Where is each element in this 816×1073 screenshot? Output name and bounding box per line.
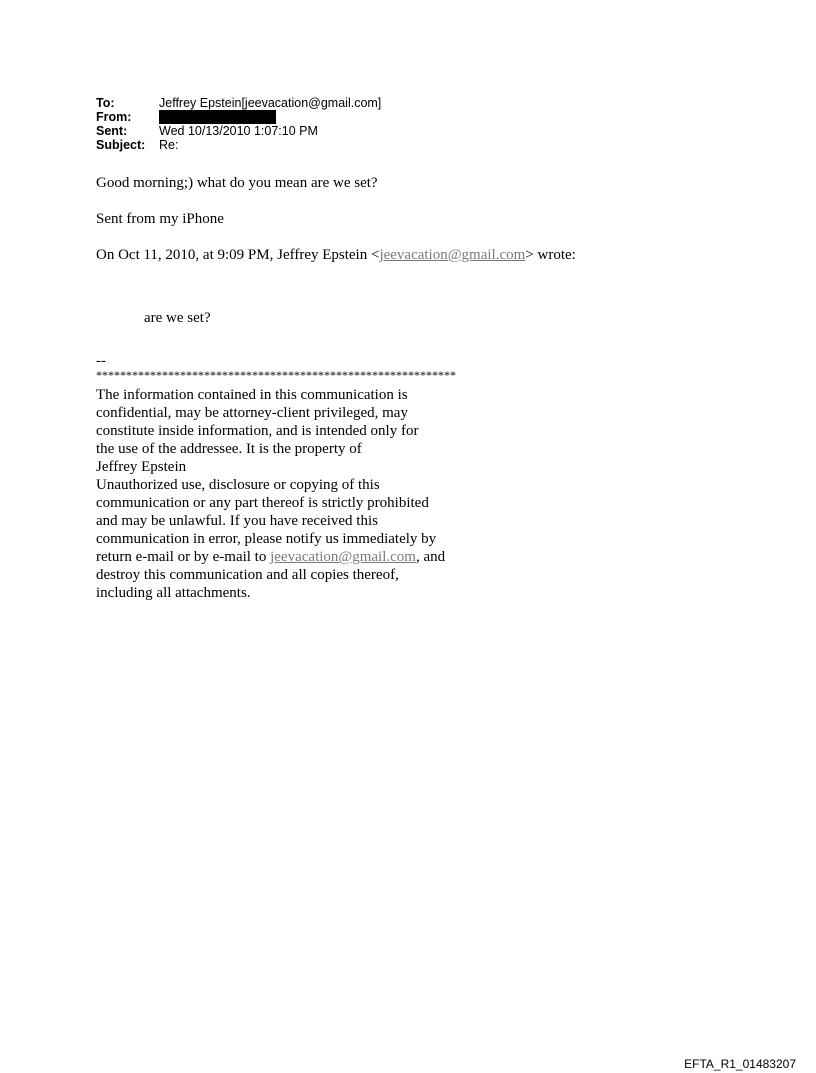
to-value: Jeffrey Epstein[jeevacation@gmail.com]	[159, 96, 382, 110]
sent-row	[96, 124, 381, 138]
quote-email-link[interactable]: jeevacation@gmail.com	[379, 247, 526, 263]
subject-row	[96, 138, 381, 152]
separator-dashes: --	[96, 353, 106, 369]
disclaimer-return-line	[96, 548, 576, 566]
disclaimer-line: including all attachments.	[96, 585, 251, 601]
return-suffix: , and	[415, 549, 446, 565]
to-label: To:	[96, 96, 115, 110]
signature-line: Sent from my iPhone	[96, 211, 224, 227]
redaction-bar	[159, 110, 276, 124]
email-header	[96, 96, 381, 152]
subject-value: Re:	[159, 138, 179, 152]
quote-prefix: On Oct 11, 2010, at 9:09 PM, Jeffrey Epstein <	[96, 247, 380, 263]
disclaimer-line: communication or any part thereof is strictly prohibited	[96, 495, 429, 511]
from-label: From:	[96, 110, 132, 124]
message-line: Good morning;) what do you mean are we set?	[96, 175, 378, 191]
return-email-link[interactable]: jeevacation@gmail.com	[270, 549, 416, 565]
disclaimer-line: destroy this communication and all copies thereof,	[96, 567, 399, 583]
disclaimer-line: the use of the addressee. It is the property of	[96, 441, 362, 457]
email-body	[96, 174, 576, 602]
sent-value: Wed 10/13/2010 1:07:10 PM	[159, 124, 318, 138]
disclaimer-line: The information contained in this communication is	[96, 387, 408, 403]
subject-label: Subject:	[96, 138, 146, 152]
disclaimer-line: communication in error, please notify us immediately by	[96, 531, 437, 547]
from-row	[96, 110, 381, 124]
quote-intro	[96, 246, 576, 264]
separator-stars: ************************************************************	[96, 368, 456, 382]
document-id: EFTA_R1_01483207	[684, 1057, 796, 1071]
disclaimer-line: Unauthorized use, disclosure or copying of this	[96, 477, 380, 493]
disclaimer-line: Jeffrey Epstein	[96, 459, 187, 475]
disclaimer-line: confidential, may be attorney-client privileged, may	[96, 405, 408, 421]
sent-label: Sent:	[96, 124, 128, 138]
quoted-message: are we set?	[144, 310, 211, 326]
quote-suffix: > wrote:	[525, 247, 576, 263]
return-prefix: return e-mail or by e-mail to	[96, 549, 271, 565]
disclaimer-line: constitute inside information, and is intended only for	[96, 423, 419, 439]
to-row	[96, 96, 381, 110]
disclaimer-line: and may be unlawful. If you have received this	[96, 513, 378, 529]
